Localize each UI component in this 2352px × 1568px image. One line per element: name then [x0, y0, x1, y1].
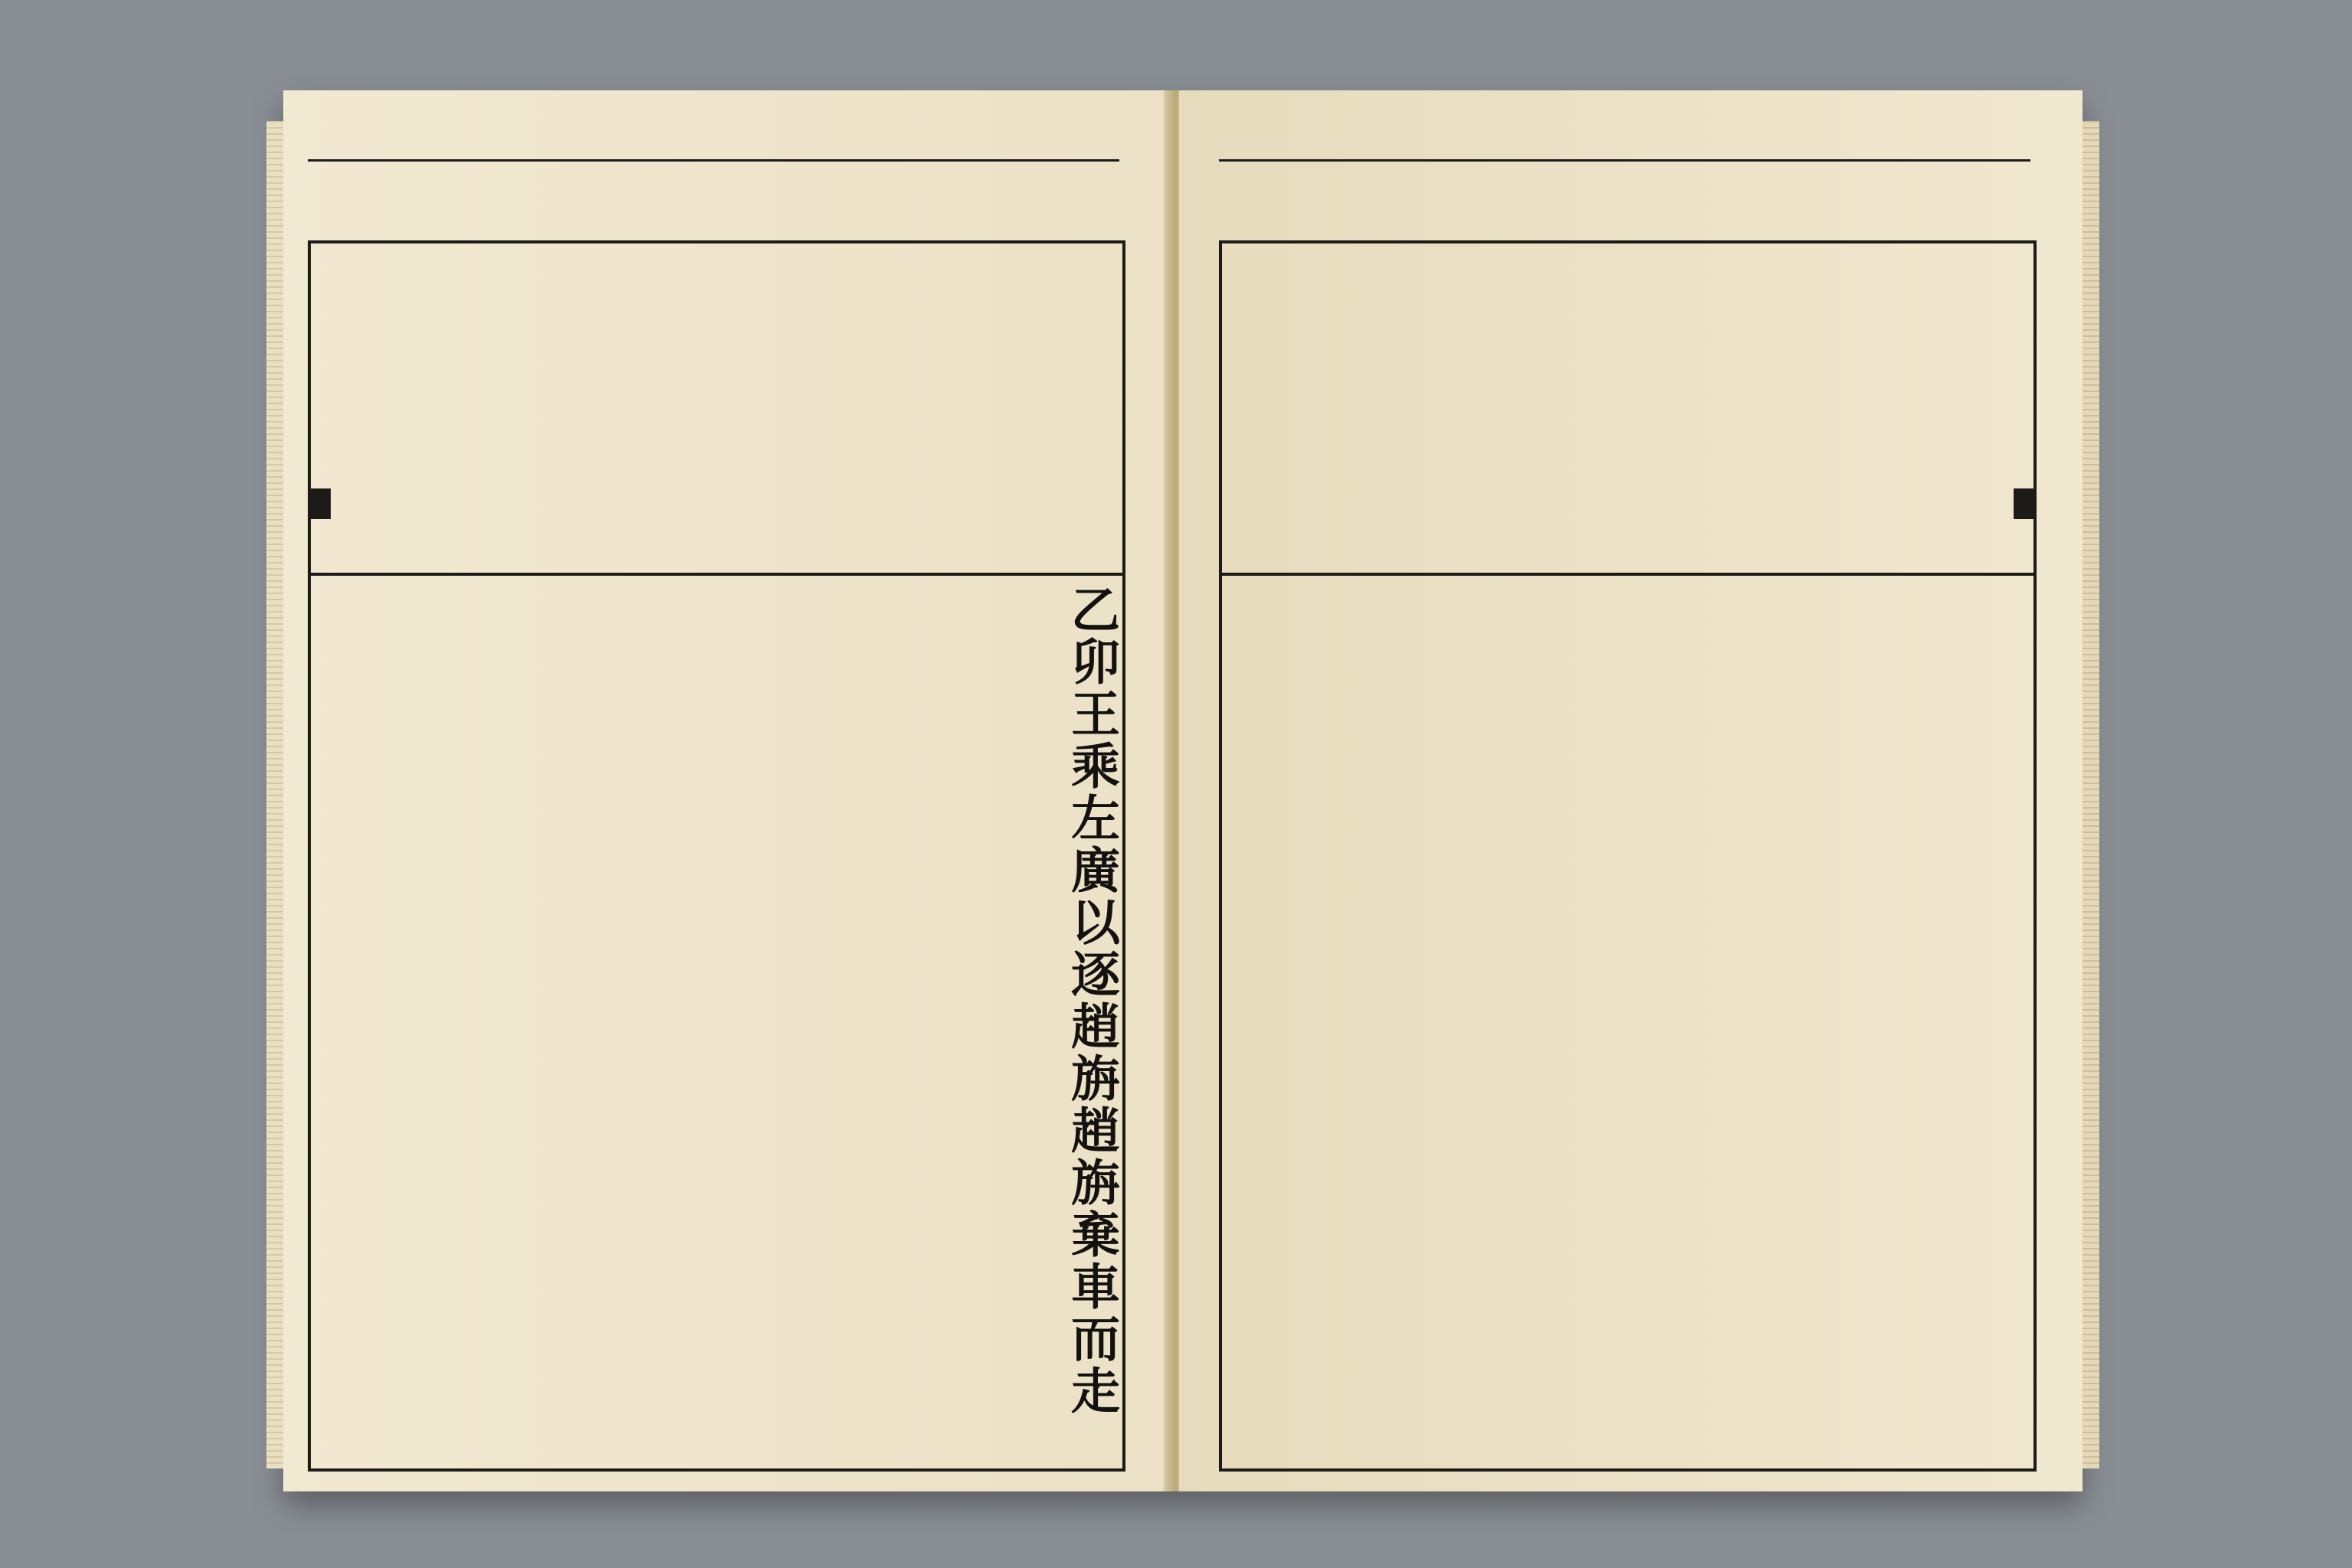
left-text-frame: [308, 240, 1125, 1472]
main-text-column: 乙卯王乘左廣以逐趙旃趙旃棄車而走: [1063, 584, 1120, 1417]
right-fishtail-mark: [2014, 488, 2037, 519]
right-commentary-band: [1222, 243, 2034, 576]
left-fishtail-mark: [308, 488, 331, 519]
right-page-edges: [2082, 121, 2099, 1468]
right-page: [1179, 90, 2082, 1491]
right-header-area: [1219, 159, 2030, 238]
right-text-frame: [1219, 240, 2037, 1472]
left-header-area: [308, 159, 1119, 238]
left-page-edges: [266, 121, 283, 1468]
left-page: [283, 90, 1173, 1491]
open-book: [283, 90, 2082, 1491]
left-commentary-band: [311, 243, 1122, 576]
